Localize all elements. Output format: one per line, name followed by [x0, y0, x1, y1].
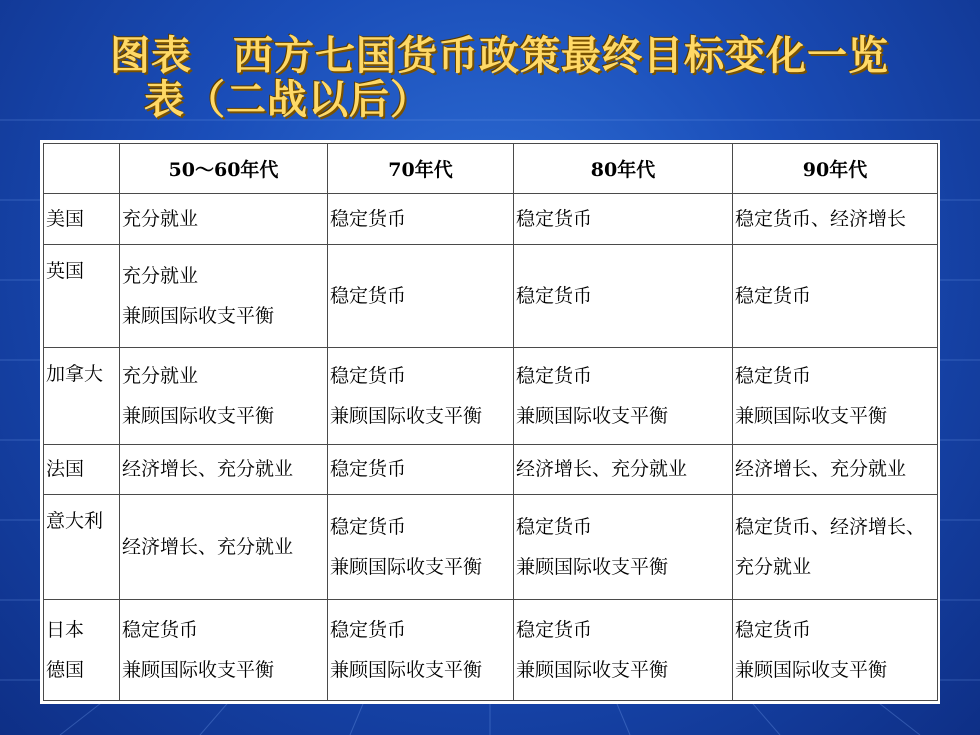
- cell-text: 稳定货币: [735, 364, 812, 387]
- cell-text: 兼顾国际收支平衡: [516, 659, 669, 682]
- cell-text: 稳定货币: [516, 284, 593, 307]
- table-cell: [733, 600, 938, 701]
- cell-text: 稳定货币: [516, 516, 593, 539]
- column-header: 70年代: [328, 144, 514, 194]
- table-row: [44, 194, 938, 244]
- cell-text: 兼顾国际收支平衡: [735, 659, 888, 682]
- table-cell: [120, 194, 328, 244]
- cell-text: 稳定货币: [735, 619, 812, 642]
- country-cell: [44, 194, 120, 244]
- country-name: 英国: [46, 259, 85, 282]
- table-cell: [733, 347, 938, 444]
- policy-targets-table: [43, 143, 938, 701]
- cell-text: 稳定货币: [735, 284, 812, 307]
- column-header: [44, 144, 120, 194]
- slide-title-line2: 表（二战以后）: [144, 77, 431, 123]
- cell-text: 稳定货币: [330, 284, 407, 307]
- cell-text: 兼顾国际收支平衡: [516, 556, 669, 579]
- table-cell: [514, 444, 733, 494]
- country-name: 加拿大: [46, 362, 104, 385]
- table-cell: [328, 347, 514, 444]
- cell-text: 稳定货币: [330, 458, 407, 481]
- cell-text: 稳定货币: [330, 516, 407, 539]
- country-name: 法国: [46, 458, 85, 481]
- table-cell: [328, 600, 514, 701]
- table-row: [44, 347, 938, 444]
- country-name: 德国: [46, 659, 85, 682]
- slide-title-line1: 图表 西方七国货币政策最终目标变化一览: [110, 33, 889, 79]
- table-cell: [328, 244, 514, 347]
- table-cell: [328, 194, 514, 244]
- cell-text: 经济增长、充分就业: [516, 458, 688, 481]
- table-cell: [120, 347, 328, 444]
- cell-text: 充分就业: [122, 208, 199, 231]
- country-name: 美国: [46, 208, 85, 231]
- cell-text: 充分就业: [122, 364, 199, 387]
- table-cell: [733, 194, 938, 244]
- table-cell: [328, 495, 514, 600]
- table-cell: [733, 495, 938, 600]
- cell-text: 稳定货币: [122, 619, 199, 642]
- table-cell: [328, 444, 514, 494]
- table-cell: [514, 600, 733, 701]
- cell-text: 稳定货币: [330, 619, 407, 642]
- table-cell: [120, 444, 328, 494]
- column-header: 90年代: [733, 144, 938, 194]
- table-cell: [120, 495, 328, 600]
- cell-text: 经济增长、充分就业: [735, 458, 907, 481]
- column-header: 80年代: [514, 144, 733, 194]
- cell-text: 经济增长、充分就业: [122, 458, 294, 481]
- cell-text: 兼顾国际收支平衡: [735, 404, 888, 427]
- cell-text: 兼顾国际收支平衡: [330, 556, 483, 579]
- country-cell: [44, 444, 120, 494]
- cell-text: 稳定货币: [330, 208, 407, 231]
- cell-text: 经济增长、充分就业: [122, 536, 294, 559]
- table-row: [44, 495, 938, 600]
- cell-text: 稳定货币: [516, 364, 593, 387]
- country-cell: [44, 347, 120, 444]
- cell-text: 兼顾国际收支平衡: [330, 659, 483, 682]
- cell-text: 稳定货币: [330, 364, 407, 387]
- table-row: [44, 244, 938, 347]
- cell-text: 稳定货币、经济增长、: [735, 516, 926, 539]
- country-cell: [44, 495, 120, 600]
- table-cell: [733, 244, 938, 347]
- country-cell: [44, 244, 120, 347]
- table-cell: [514, 194, 733, 244]
- cell-text: 充分就业: [735, 556, 812, 579]
- cell-text: 兼顾国际收支平衡: [122, 404, 275, 427]
- country-cell: [44, 600, 120, 701]
- cell-text: 稳定货币: [516, 619, 593, 642]
- cell-text: 稳定货币、经济增长: [735, 208, 907, 231]
- cell-text: 稳定货币: [516, 208, 593, 231]
- column-header: 50～60年代: [120, 144, 328, 194]
- table-header-row: [44, 144, 938, 194]
- table-cell: [514, 347, 733, 444]
- cell-text: 兼顾国际收支平衡: [122, 659, 275, 682]
- table-cell: [514, 244, 733, 347]
- policy-table-container: [40, 140, 940, 704]
- cell-text: 兼顾国际收支平衡: [330, 404, 483, 427]
- country-name: 日本: [46, 619, 85, 642]
- country-name: 意大利: [46, 510, 104, 533]
- slide-title: [110, 34, 960, 122]
- table-cell: [733, 444, 938, 494]
- table-cell: [514, 495, 733, 600]
- table-cell: [120, 244, 328, 347]
- table-row: [44, 444, 938, 494]
- table-row: [44, 600, 938, 701]
- table-cell: [120, 600, 328, 701]
- cell-text: 兼顾国际收支平衡: [122, 304, 275, 327]
- cell-text: 兼顾国际收支平衡: [516, 404, 669, 427]
- cell-text: 充分就业: [122, 264, 199, 287]
